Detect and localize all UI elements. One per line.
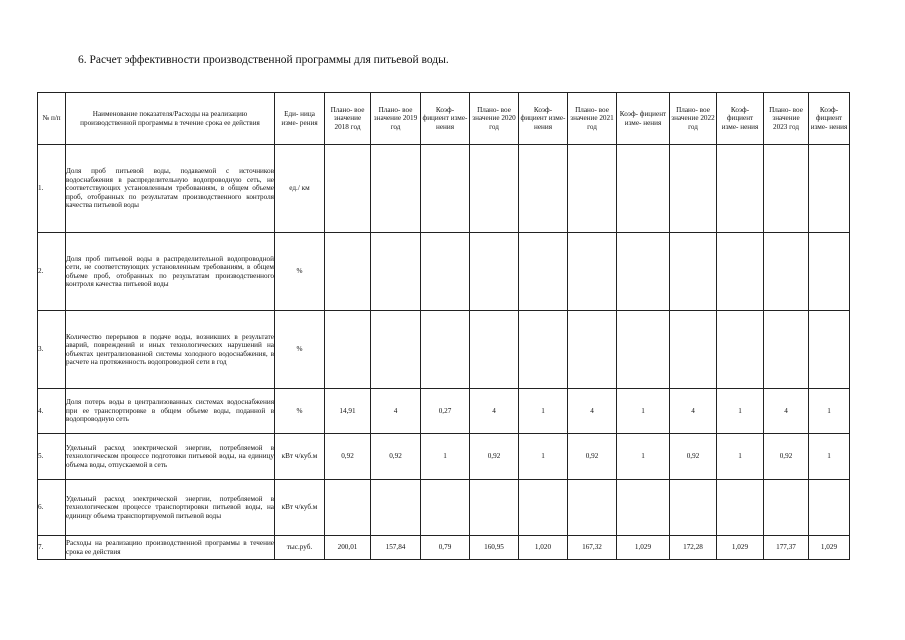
value-cell: 167,32 bbox=[568, 536, 617, 560]
indicator-name: Удельный расход электрической энергии, потребляемой в технологическом процессе транспортировки питьевой воды, на единицу объема транспортируемой питьевой воды bbox=[66, 480, 275, 536]
table-row bbox=[38, 536, 850, 560]
column-header: Коэф- фициент изме- нения bbox=[809, 93, 850, 145]
column-header: Коэф- фициент изме- нения bbox=[421, 93, 470, 145]
value-cell: 4 bbox=[670, 389, 717, 434]
column-header: Наименование показателя/Расходы на реализацию производственной программы в течение срока ее действия bbox=[66, 93, 275, 145]
column-header: Плано- вое значение 2023 год bbox=[764, 93, 809, 145]
indicator-name: Доля потерь воды в централизованных системах водоснабжения при ее транспортировке в общем объеме воды, поданной в водопроводную сеть bbox=[66, 389, 275, 434]
value-cell: 0,92 bbox=[470, 434, 519, 480]
column-header: Коэф- фициент изме- нения bbox=[519, 93, 568, 145]
row-number: 5. bbox=[38, 434, 66, 480]
value-cell bbox=[519, 311, 568, 389]
value-cell bbox=[421, 311, 470, 389]
row-number: 6. bbox=[38, 480, 66, 536]
value-cell: 4 bbox=[764, 389, 809, 434]
value-cell bbox=[421, 145, 470, 233]
value-cell bbox=[764, 233, 809, 311]
value-cell bbox=[519, 145, 568, 233]
value-cell bbox=[717, 233, 764, 311]
value-cell: 1 bbox=[809, 389, 850, 434]
value-cell bbox=[764, 311, 809, 389]
value-cell bbox=[617, 480, 670, 536]
table-row bbox=[38, 480, 850, 536]
value-cell bbox=[670, 480, 717, 536]
value-cell bbox=[717, 145, 764, 233]
unit-cell: ед./ км bbox=[275, 145, 325, 233]
value-cell: 1 bbox=[421, 434, 470, 480]
value-cell bbox=[519, 480, 568, 536]
value-cell bbox=[764, 145, 809, 233]
value-cell: 1 bbox=[717, 389, 764, 434]
table-row bbox=[38, 434, 850, 480]
column-header: Плано- вое значение 2018 год bbox=[325, 93, 371, 145]
value-cell: 157,84 bbox=[371, 536, 421, 560]
value-cell bbox=[325, 145, 371, 233]
unit-cell: % bbox=[275, 389, 325, 434]
column-header: Плано- вое значение 2022 год bbox=[670, 93, 717, 145]
value-cell bbox=[470, 480, 519, 536]
unit-cell: % bbox=[275, 233, 325, 311]
unit-cell: % bbox=[275, 311, 325, 389]
value-cell: 1,029 bbox=[717, 536, 764, 560]
value-cell: 1 bbox=[519, 434, 568, 480]
table-row bbox=[38, 311, 850, 389]
value-cell bbox=[421, 480, 470, 536]
indicator-name: Расходы на реализацию производственной программы в течение срока ее действия bbox=[66, 536, 275, 560]
indicator-name: Количество перерывов в подаче воды, возникших в результате аварий, повреждений и иных технологических нарушений на объектах централизованной системы холодного водоснабжения, в расчете на протяженность водопроводной сети в год bbox=[66, 311, 275, 389]
value-cell bbox=[670, 311, 717, 389]
value-cell bbox=[325, 480, 371, 536]
column-header: Плано- вое значение 2021 год bbox=[568, 93, 617, 145]
table-row bbox=[38, 389, 850, 434]
unit-cell: кВт ч/куб.м bbox=[275, 434, 325, 480]
value-cell bbox=[470, 311, 519, 389]
column-header: № п/п bbox=[38, 93, 66, 145]
column-header: Еди- ница изме- рения bbox=[275, 93, 325, 145]
row-number: 7. bbox=[38, 536, 66, 560]
value-cell: 160,95 bbox=[470, 536, 519, 560]
value-cell bbox=[717, 311, 764, 389]
value-cell bbox=[371, 233, 421, 311]
value-cell bbox=[470, 145, 519, 233]
value-cell bbox=[617, 145, 670, 233]
value-cell bbox=[470, 233, 519, 311]
value-cell: 1 bbox=[717, 434, 764, 480]
column-header: Коэф- фициент изме- нения bbox=[617, 93, 670, 145]
header-row bbox=[38, 93, 850, 145]
row-number: 3. bbox=[38, 311, 66, 389]
value-cell bbox=[568, 480, 617, 536]
value-cell: 0,92 bbox=[568, 434, 617, 480]
value-cell: 172,28 bbox=[670, 536, 717, 560]
value-cell: 4 bbox=[568, 389, 617, 434]
value-cell: 0,92 bbox=[764, 434, 809, 480]
value-cell bbox=[809, 480, 850, 536]
value-cell: 1 bbox=[809, 434, 850, 480]
value-cell bbox=[568, 311, 617, 389]
value-cell bbox=[670, 145, 717, 233]
value-cell bbox=[764, 480, 809, 536]
value-cell bbox=[371, 145, 421, 233]
value-cell bbox=[421, 233, 470, 311]
row-number: 2. bbox=[38, 233, 66, 311]
value-cell bbox=[371, 480, 421, 536]
value-cell: 200,01 bbox=[325, 536, 371, 560]
value-cell: 0,27 bbox=[421, 389, 470, 434]
value-cell bbox=[809, 311, 850, 389]
value-cell bbox=[617, 233, 670, 311]
value-cell: 1 bbox=[617, 434, 670, 480]
value-cell: 14,91 bbox=[325, 389, 371, 434]
value-cell bbox=[371, 311, 421, 389]
indicator-name: Доля проб питьевой воды в распределительной водопроводной сети, не соответствующих установленным требованиям, в общем объеме проб, отобранных по результатам производственного контроля качества питьевой воды bbox=[66, 233, 275, 311]
indicator-name: Удельный расход электрической энергии, потребляемой в технологическом процессе подготовки питьевой воды, на единицу объема воды, отпускаемой в сеть bbox=[66, 434, 275, 480]
row-number: 1. bbox=[38, 145, 66, 233]
value-cell bbox=[519, 233, 568, 311]
value-cell bbox=[617, 311, 670, 389]
value-cell: 1,020 bbox=[519, 536, 568, 560]
value-cell: 1 bbox=[519, 389, 568, 434]
unit-cell: кВт ч/куб.м bbox=[275, 480, 325, 536]
value-cell bbox=[568, 233, 617, 311]
indicator-name: Доля проб питьевой воды, подаваемой с источников водоснабжения в распределительную водопроводную сеть, не соответствующих установленным требованиям, в общем объеме проб, отобранных по результатам производственного контроля качества питьевой воды bbox=[66, 145, 275, 233]
value-cell bbox=[717, 480, 764, 536]
value-cell: 0,92 bbox=[325, 434, 371, 480]
value-cell: 0,92 bbox=[371, 434, 421, 480]
value-cell bbox=[325, 233, 371, 311]
column-header: Коэф- фициент изме- нения bbox=[717, 93, 764, 145]
value-cell bbox=[809, 233, 850, 311]
column-header: Плано- вое значение 2020 год bbox=[470, 93, 519, 145]
section-title: 6. Расчет эффективности производственной программы для питьевой воды. bbox=[78, 54, 449, 66]
value-cell: 1 bbox=[617, 389, 670, 434]
column-header: Плано- вое значение 2019 год bbox=[371, 93, 421, 145]
value-cell: 1,029 bbox=[809, 536, 850, 560]
efficiency-table bbox=[37, 92, 850, 560]
value-cell bbox=[809, 145, 850, 233]
value-cell: 0,79 bbox=[421, 536, 470, 560]
value-cell: 4 bbox=[470, 389, 519, 434]
value-cell: 1,029 bbox=[617, 536, 670, 560]
value-cell bbox=[568, 145, 617, 233]
value-cell: 0,92 bbox=[670, 434, 717, 480]
table-row bbox=[38, 233, 850, 311]
value-cell bbox=[325, 311, 371, 389]
value-cell bbox=[670, 233, 717, 311]
table-row bbox=[38, 145, 850, 233]
value-cell: 4 bbox=[371, 389, 421, 434]
row-number: 4. bbox=[38, 389, 66, 434]
value-cell: 177,37 bbox=[764, 536, 809, 560]
unit-cell: тыс.руб. bbox=[275, 536, 325, 560]
